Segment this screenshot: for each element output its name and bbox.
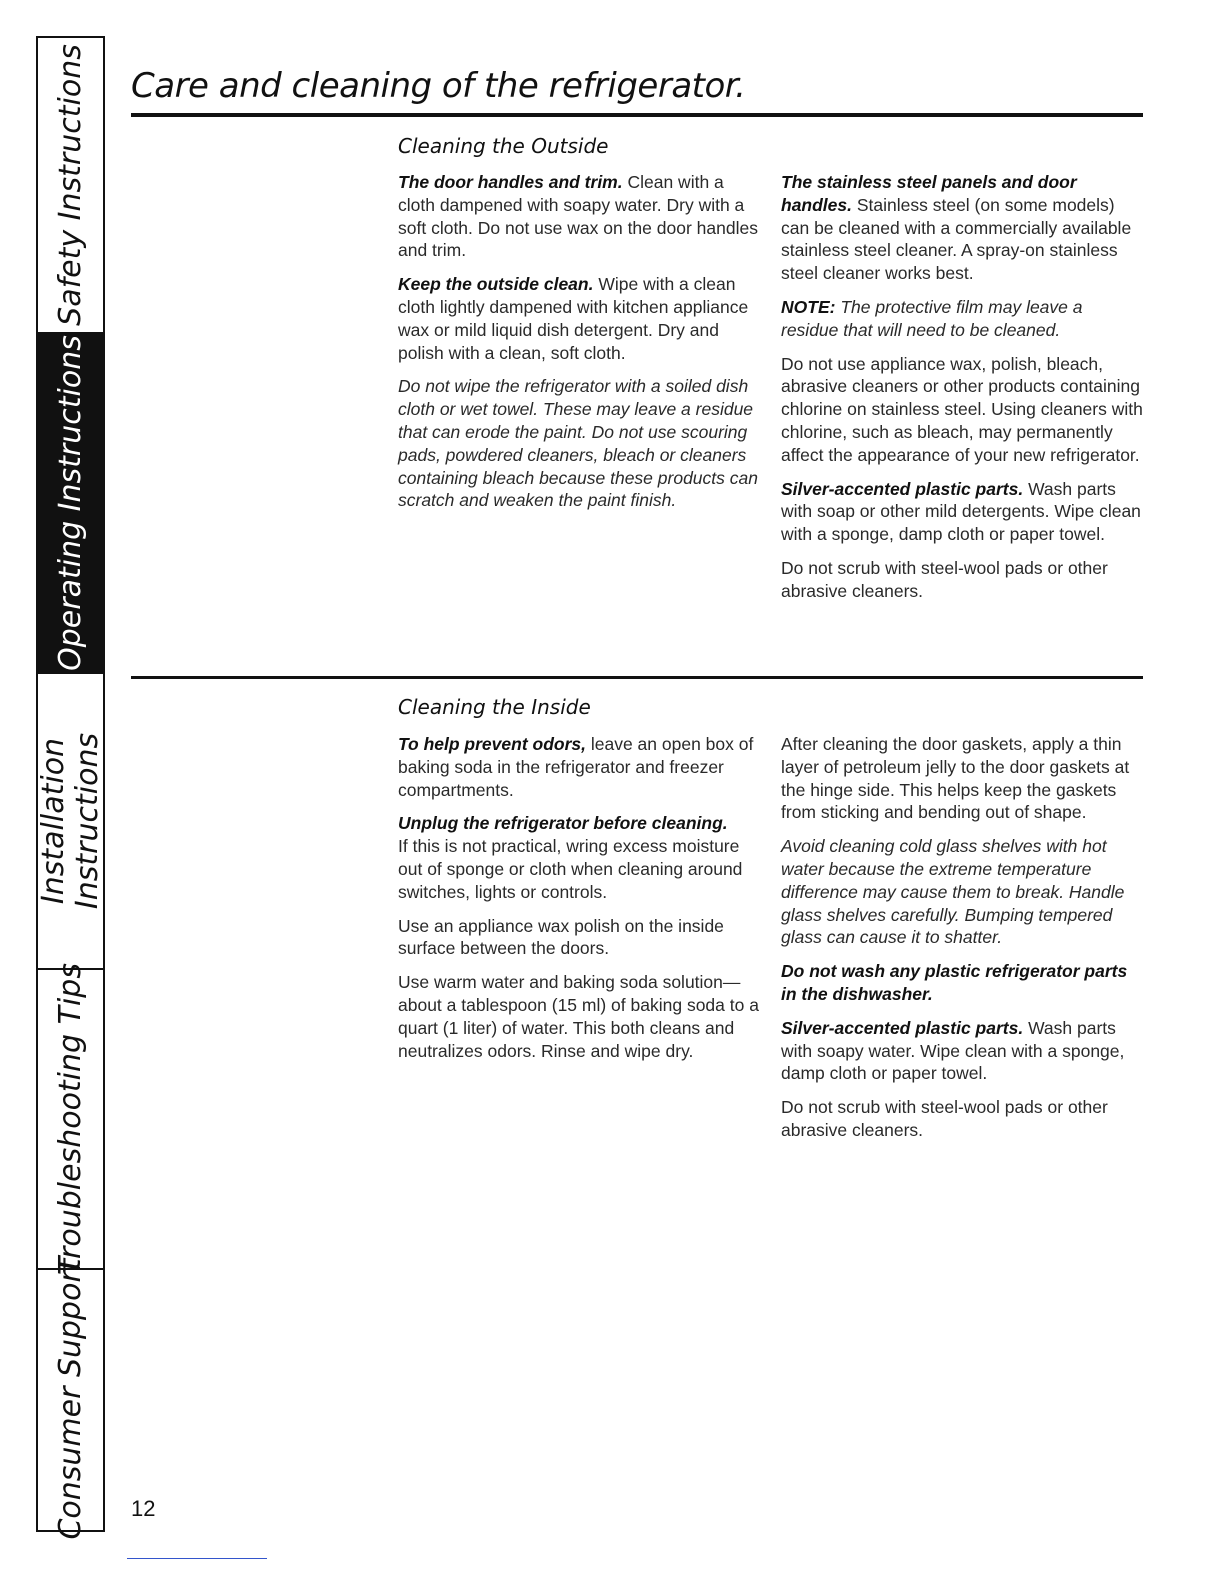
- footer-link-underline: [127, 1558, 267, 1559]
- paragraph: Use an appliance wax polish on the inside surface between the doors.: [398, 915, 724, 959]
- paragraph: After cleaning the door gaskets, apply a thin layer of petroleum jelly to the door gaskets at the hinge side. This helps keep the gaskets from sticking and bending out of shape.: [781, 734, 1130, 823]
- paragraph: Do not scrub with steel-wool pads or other abrasive cleaners.: [781, 557, 1108, 601]
- paragraph-text: If this is not practical, wring excess moisture out of sponge or cloth when cleaning around switches, lights or controls.: [398, 836, 743, 902]
- paragraph: [398, 812, 760, 903]
- paragraph-text: Wash parts with soapy water. Wipe clean with a sponge, damp cloth or paper towel.: [781, 1017, 1125, 1084]
- tab-label: [37, 733, 105, 909]
- paragraph-lead: To help prevent odors,: [398, 734, 586, 754]
- tab-consumer-support[interactable]: [38, 1258, 103, 1540]
- tab-label: Consumer Support: [52, 1258, 88, 1540]
- paragraph-lead: Unplug the refrigerator before cleaning.: [398, 813, 728, 834]
- section-heading-inside: Cleaning the Inside: [398, 695, 591, 719]
- caution-paragraph: Do not wash any plastic refrigerator parts in the dishwasher.: [781, 961, 1128, 1004]
- inside-right-column: [781, 733, 1143, 1153]
- paragraph-text: Wipe with a clean cloth lightly dampened with kitchen appliance wax or mild liquid dish detergent. Dry and polish with a clean, soft cloth.: [398, 274, 749, 363]
- paragraph-text: Stainless steel (on some models) can be cleaned with a commercially available stainless steel cleaner. A spray-on stainless steel cleaner works best.: [781, 194, 1132, 284]
- tab-operating-instructions[interactable]: [38, 334, 103, 674]
- paragraph: [781, 171, 1143, 285]
- title-divider: [131, 113, 1143, 117]
- paragraph: [398, 273, 760, 364]
- paragraph-lead: Silver-accented plastic parts.: [781, 1017, 1024, 1038]
- note-paragraph: [781, 296, 1143, 342]
- outside-right-column: [781, 171, 1143, 614]
- tab-label-line: Installation: [35, 737, 71, 905]
- paragraph-text: leave an open box of baking soda in the refrigerator and freezer compartments.: [398, 734, 754, 800]
- outside-left-column: [398, 171, 760, 523]
- section-divider: [131, 676, 1143, 679]
- inside-left-column: [398, 733, 760, 1073]
- paragraph-lead: Keep the outside clean.: [398, 274, 594, 295]
- note-text: The protective film may leave a residue that will need to be cleaned.: [781, 296, 1083, 340]
- paragraph: Do not use appliance wax, polish, bleach, abrasive cleaners or other products containing chlorine on stainless steel. Using cleaners with chlorine, such as bleach, may permanently affect the appearance of your new refrigerator.: [781, 353, 1143, 465]
- paragraph-text: Wash parts with soap or other mild detergents. Wipe clean with a sponge, damp cloth or paper towel.: [781, 478, 1141, 545]
- paragraph: [781, 478, 1143, 546]
- tab-label: Troubleshooting Tips: [52, 963, 88, 1275]
- note-lead: NOTE:: [781, 296, 836, 317]
- paragraph-lead: The door handles and trim.: [398, 172, 623, 192]
- paragraph-lead: Silver-accented plastic parts.: [781, 478, 1024, 499]
- tab-troubleshooting-tips[interactable]: [38, 963, 103, 1275]
- tab-label: Safety Instructions: [52, 44, 88, 326]
- sidebar-nav: [35, 36, 105, 1540]
- paragraph: Use warm water and baking soda solution—about a tablespoon (15 ml) of baking soda to a quart (1 liter) of water. This both cleans and neutralizes odors. Rinse and wipe dry.: [398, 972, 759, 1061]
- tab-installation-instructions[interactable]: [35, 674, 105, 970]
- paragraph: [781, 1017, 1143, 1085]
- paragraph: [398, 733, 760, 801]
- warning-paragraph: Do not wipe the refrigerator with a soiled dish cloth or wet towel. These may leave a residue that can erode the paint. Do not use scouring pads, powdered cleaners, bleach or cleaners containing bleach because these products can scratch and weaken the paint finish.: [398, 376, 758, 511]
- tab-safety-instructions[interactable]: [38, 38, 103, 334]
- page-number: 12: [131, 1496, 156, 1521]
- section-heading-outside: Cleaning the Outside: [398, 134, 609, 158]
- paragraph-text: Clean with a cloth dampened with soapy water. Dry with a soft cloth. Do not use wax on the door handles and trim.: [398, 172, 758, 261]
- tab-label-line: Instructions: [69, 732, 105, 910]
- paragraph-lead: The stainless steel panels and door handles.: [781, 172, 1077, 215]
- paragraph: Do not scrub with steel-wool pads or other abrasive cleaners.: [781, 1097, 1108, 1140]
- paragraph: [398, 171, 760, 262]
- warning-paragraph: Avoid cleaning cold glass shelves with hot water because the extreme temperature difference may cause them to break. Handle glass shelves carefully. Bumping tempered glass can cause it to shatter.: [781, 836, 1125, 948]
- page-title: Care and cleaning of the refrigerator.: [131, 66, 746, 106]
- tab-label: Operating Instructions: [52, 335, 88, 671]
